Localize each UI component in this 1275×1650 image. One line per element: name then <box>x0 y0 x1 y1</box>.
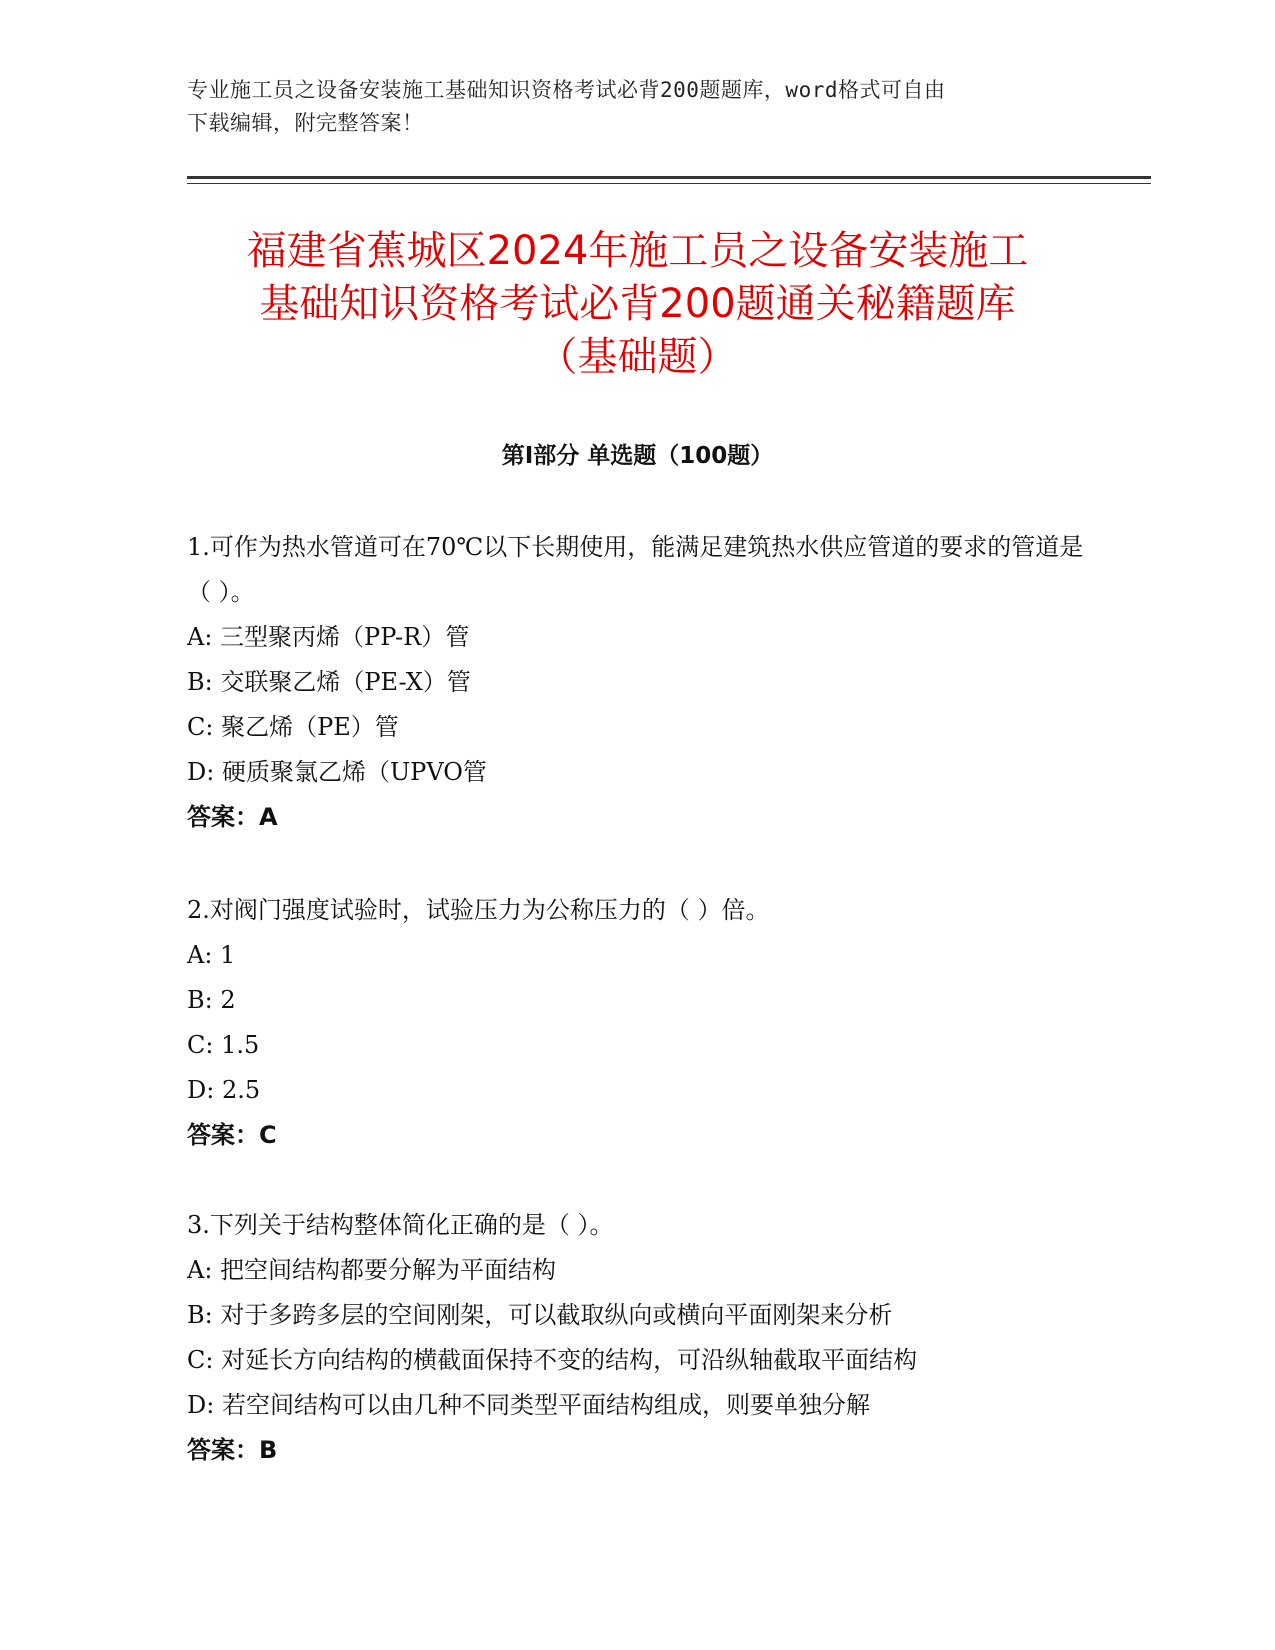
option-d: D: 2.5 <box>187 1076 261 1104</box>
question-2 <box>187 888 1087 1158</box>
answer-label: 答案：C <box>187 1121 277 1149</box>
option-c: C: 聚乙烯（PE）管 <box>187 713 399 741</box>
option-c: C: 对延长方向结构的横截面保持不变的结构，可沿纵轴截取平面结构 <box>187 1346 918 1374</box>
document-title <box>170 225 1105 384</box>
option-b: B: 交联聚乙烯（PE-X）管 <box>187 668 471 696</box>
option-a: A: 把空间结构都要分解为平面结构 <box>187 1256 557 1284</box>
document-title-line-1: 福建省蕉城区2024年施工员之设备安装施工 <box>246 228 1029 274</box>
option-b: B: 2 <box>187 986 236 1014</box>
option-d: D: 若空间结构可以由几种不同类型平面结构组成，则要单独分解 <box>187 1391 870 1419</box>
header-note-line-2: 下载编辑，附完整答案！ <box>187 111 424 135</box>
section-heading: 第I部分 单选题（100题） <box>501 443 774 469</box>
option-d: D: 硬质聚氯乙烯（UPVO管 <box>187 758 487 786</box>
option-a: A: 三型聚丙烯（PP-R）管 <box>187 623 470 651</box>
option-b: B: 对于多跨多层的空间刚架，可以截取纵向或横向平面刚架来分析 <box>187 1301 893 1329</box>
question-stem: 3.下列关于结构整体简化正确的是（ ）。 <box>187 1211 614 1239</box>
answer-label: 答案：B <box>187 1436 278 1464</box>
question-1 <box>187 525 1087 840</box>
header-note-line-1: 专业施工员之设备安装施工基础知识资格考试必背200题题库，word格式可自由 <box>187 78 946 102</box>
option-c: C: 1.5 <box>187 1031 260 1059</box>
question-stem: 2.对阀门强度试验时，试验压力为公称压力的（ ）倍。 <box>187 896 770 924</box>
answer-label: 答案：A <box>187 803 278 831</box>
header-divider-thin <box>187 183 1151 184</box>
option-a: A: 1 <box>187 941 236 969</box>
question-stem: 1.可作为热水管道可在70℃以下长期使用，能满足建筑热水供应管道的要求的管道是（ ）。 <box>187 533 1084 606</box>
header-note <box>187 74 1067 140</box>
document-title-line-3: （基础题） <box>537 334 738 380</box>
document-title-line-2: 基础知识资格考试必背200题通关秘籍题库 <box>259 281 1016 327</box>
header-divider-thick <box>187 176 1151 179</box>
question-3 <box>187 1203 1087 1473</box>
